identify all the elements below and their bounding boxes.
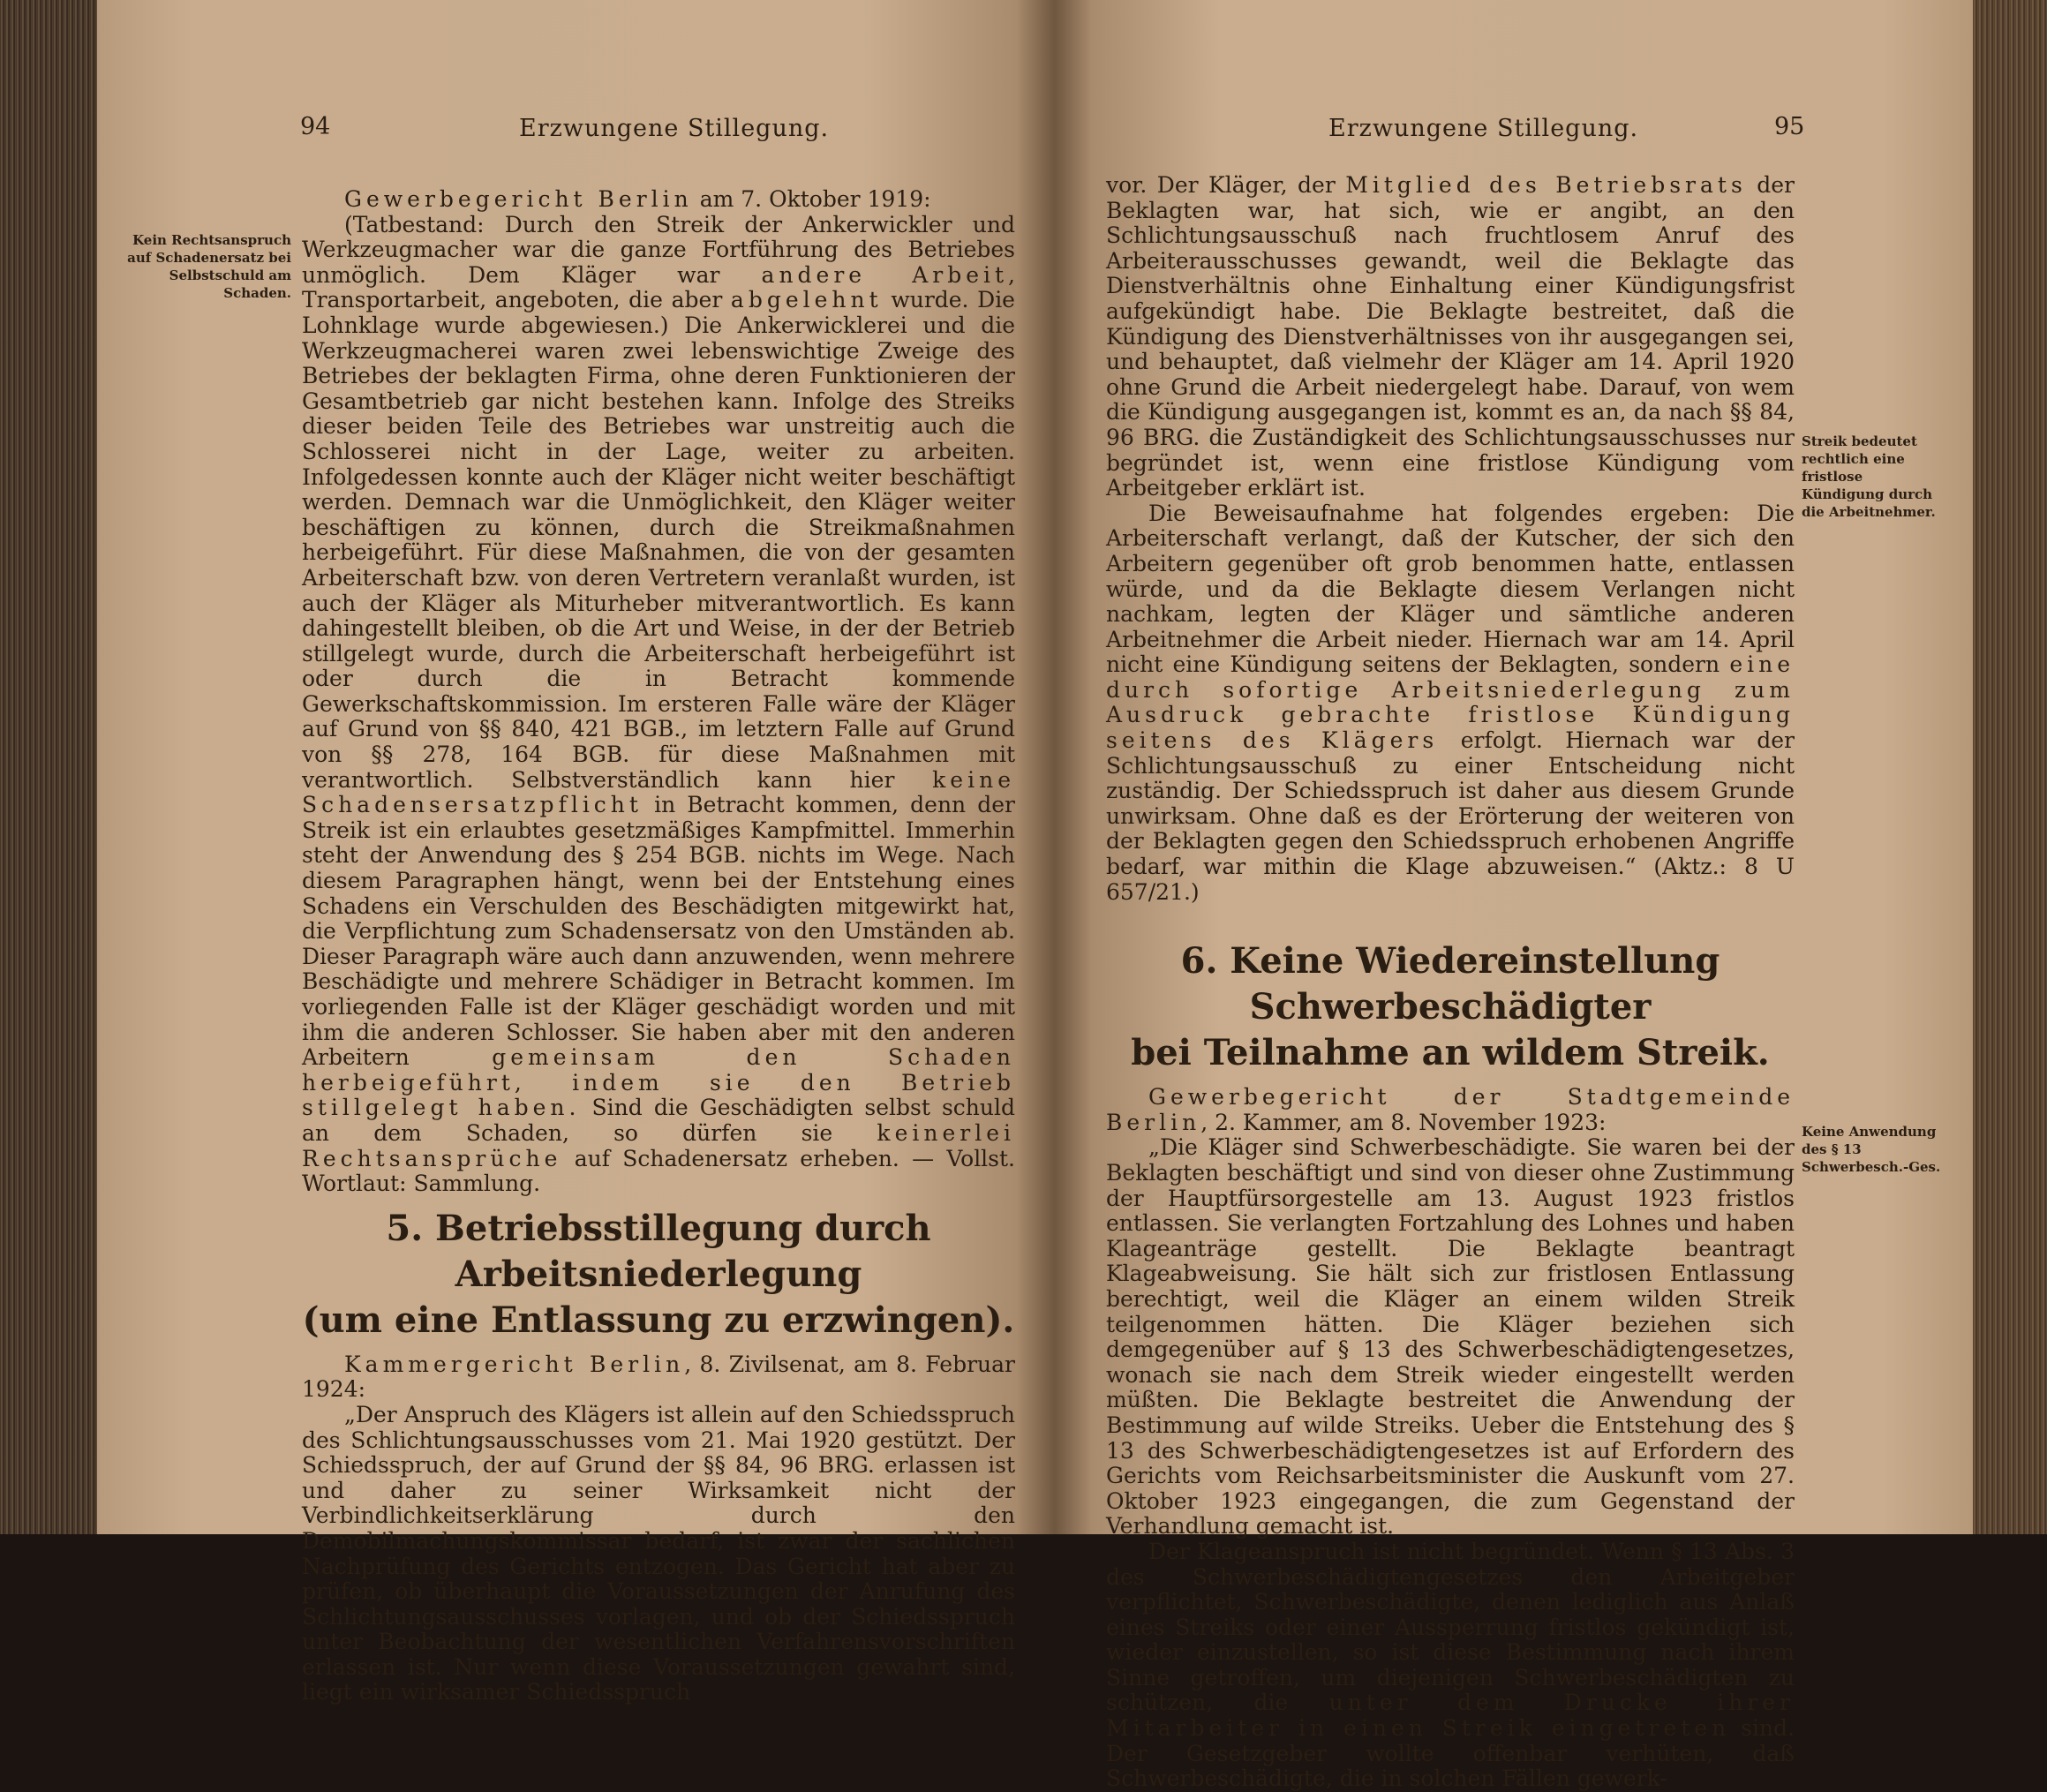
court-header-2: Kammergericht Berlin, 8. Zivilsenat, am 8. Februar 1924: bbox=[302, 1351, 1015, 1403]
paragraph-6: Der Klageanspruch ist nicht begründet. Wenn § 13 Abs. 3 des Schwerbeschädigtengesetzes den Arbeitgeber verpflichtet, Schwerbeschädigte, denen lediglich aus Anlaß eines Streiks oder einer Aussperrung fristlos gekündigt ist, wieder einzustellen, so ist diese Bestimmung nach ihrem Sinne getroffen, um diejenigen Schwerbeschädigten zu schützen, die unter dem Drucke ihrer Mitarbeiter in einen Streik eingetreten sind. Der Gesetzgeber wollte offenbar verhüten, daß Schwerbeschädigte, die in solchen Fällen gewerk- bbox=[1106, 1538, 1795, 1792]
left-margin-note: Kein Rechtsanspruch auf Schadenersatz bei Selbstschuld am Schaden. bbox=[127, 232, 291, 301]
right-text-column bbox=[1106, 173, 1795, 1792]
paragraph-1: (Tatbestand: Durch den Streik der Ankerwickler und Werkzeugmacher war die ganze Fortführung des Betriebes unmöglich. Dem Kläger war andere Arbeit, Transportarbeit, angeboten, die aber abgelehnt wurde. Die Lohnklage wurde abgewiesen.) Die Ankerwicklerei und die Werkzeugmacherei waren zwei lebenswichtige Zweige des Betriebes der beklagten Firma, ohne deren Funktionieren der Gesamtbetrieb gar nicht bestehen kann. Infolge des Streiks dieser beiden Teile des Betriebes war unstreitig auch die Schlosserei nicht in der Lage, weiter zu arbeiten. Infolgedessen konnte auch der Kläger nicht weiter beschäftigt werden. Demnach war die Unmöglichkeit, den Kläger weiter beschäftigen zu können, durch die Streikmaßnahmen herbeigeführt. Für diese Maßnahmen, die von der gesamten Arbeiterschaft bzw. von deren Vertretern veranlaßt wurden, ist auch der Kläger als Miturheber mitverantwortlich. Es kann dahingestellt bleiben, ob die Art und Weise, in der der Betrieb stillgelegt wurde, durch die Arbeiterschaft herbeigeführt ist oder durch die in Betracht kommende Gewerkschaftskommission. Im ersteren Falle wäre der Kläger auf Grund von §§ 840, 421 BGB., im letztern Falle auf Grund von §§ 278, 164 BGB. für diese Maßnahmen mit verantwortlich. Selbstverständlich kann hier keine Schadensersatzpflicht in Betracht kommen, denn der Streik ist ein erlaubtes gesetzmäßiges Kampfmittel. Immerhin steht der Anwendung des § 254 BGB. nichts im Wege. Nach diesem Paragraphen hängt, wenn bei der Entstehung eines Schadens ein Verschulden des Beschädigten mitgewirkt hat, die Verpflichtung zum Schadensersatz von den Umständen ab. Dieser Paragraph wäre auch dann anzuwenden, wenn mehrere Beschädigte und mehrere Schädiger in Betracht kommen. Im vorliegenden Falle ist der Kläger geschädigt worden und mit ihm die anderen Schlosser. Sie haben aber mit den anderen Arbeitern gemeinsam den Schaden herbeigeführt, indem sie den Betrieb stillgelegt haben. Sind die Geschädigten selbst schuld an dem Schaden, so dürfen sie keinerlei Rechtsansprüche auf Schadenersatz erheben. — Vollst. Wortlaut: Sammlung. bbox=[302, 211, 1016, 1197]
paragraph-5: „Die Kläger sind Schwerbeschädigte. Sie waren bei der Beklagten beschäftigt und sind von dieser ohne Zustimmung der Hauptfürsorgestelle am 13. August 1923 fristlos entlassen. Sie verlangten Fortzahlung des Lohnes und haben Klageanträge gestellt. Die Beklagte beantragt Klageabweisung. Sie hält sich zur fristlosen Entlassung berechtigt, weil die Kläger an einem wilden Streik teilgenommen hätten. Die Kläger beziehen sich demgegenüber auf § 13 des Schwerbeschädigtengesetzes, wonach sie nach dem Streik wieder eingestellt werden müßten. Die Beklagte bestreitet die Anwendung der Bestimmung auf wilde Streiks. Ueber die Entstehung des § 13 des Schwerbeschädigtengesetzes ist auf Erfordern des Gerichts vom Reichsarbeitsminister die Auskunft vom 27. Oktober 1923 eingegangen, die zum Gegenstand der Verhandlung gemacht ist. bbox=[1106, 1134, 1795, 1540]
left-page-edges bbox=[0, 0, 106, 1534]
court-header-3: Gewerbegericht der Stadtgemeinde Berlin, 2. Kammer, am 8. November 1923: bbox=[1106, 1084, 1795, 1135]
paragraph-2: „Der Anspruch des Klägers ist allein auf den Schiedsspruch des Schlichtungsausschusses vom 21. Mai 1920 gestützt. Der Schiedsspruch, der auf Grund der §§ 84, 96 BRG. erlassen ist und daher zu seiner Wirksamkeit nicht der Verbindlichkeitserklärung durch den Demobilmachungskommissar bedarf, ist zwar der sachlichen Nachprüfung des Gerichts entzogen. Das Gericht hat aber zu prüfen, ob überhaupt die Voraussetzungen der Anrufung des Schlichtungsausschusses vorlagen, und ob der Schiedsspruch unter Beobachtung der wesentlichen Verfahrensvorschriften erlassen ist. Nur wenn diese Voraussetzungen gewahrt sind, liegt ein wirksamer Schiedsspruch bbox=[302, 1401, 1015, 1705]
right-running-head: Erzwungene Stillegung. bbox=[1328, 115, 1639, 142]
right-margin-note-1: Streik bedeutet rechtlich eine fristlose Kündigung durch die Arbeitnehmer. bbox=[1802, 433, 1936, 520]
left-page-number: 94 bbox=[300, 113, 331, 140]
right-margin-note-2: Keine Anwendung des § 13 Schwerbesch.-Ges. bbox=[1802, 1124, 1941, 1175]
court-header-1: Gewerbegericht Berlin am 7. Oktober 1919: bbox=[344, 186, 931, 212]
heading-section-6: 6. Keine Wiedereinstellung Schwerbeschädigter bei Teilnahme an wildem Streik. bbox=[1131, 940, 1770, 1074]
paragraph-4: Die Beweisaufnahme hat folgendes ergeben: Die Arbeiterschaft verlangt, daß der Kutscher, der sich den Arbeitern gegenüber oft grob benommen hatte, entlassen würde, und da die Beklagte diesem Verlangen nicht nachkam, legten der Kläger und sämtliche anderen Arbeitnehmer die Arbeit nieder. Hiernach war am 14. April nicht eine Kündigung seitens der Beklagten, sondern eine durch sofortige Arbeitsniederlegung zum Ausdruck gebrachte fristlose Kündigung seitens des Klägers erfolgt. Hiernach war der Schlichtungsausschuß zu einer Entscheidung nicht zuständig. Der Schiedsspruch ist daher aus diesem Grunde unwirksam. Ohne daß es der Erörterung der weiteren von der Beklagten gegen den Schiedsspruch erhobenen Angriffe bedarf, war mithin die Klage abzuweisen.“ (Aktz.: 8 U 657/21.) bbox=[1106, 500, 1795, 905]
paragraph-3: vor. Der Kläger, der Mitglied des Betriebsrats der Beklagten war, hat sich, wie er angibt, an den Schlichtungsausschuß nach fruchtlosem Anruf des Arbeiterausschusses gewandt, weil die Beklagte das Dienstverhältnis ohne Einhaltung einer Kündigungsfrist aufgekündigt habe. Die Beklagte bestreitet, daß die Kündigung des Dienstverhältnisses von ihr ausgegangen sei, und behauptet, daß vielmehr der Kläger am 14. April 1920 ohne Grund die Arbeit niedergelegt habe. Darauf, von wem die Kündigung ausgegangen ist, kommt es an, da nach §§ 84, 96 BRG. die Zuständigkeit des Schlichtungsausschusses nur begründet ist, wenn eine fristlose Kündigung vom Arbeitgeber erklärt ist. bbox=[1106, 172, 1795, 501]
right-page-number: 95 bbox=[1774, 113, 1805, 140]
right-page bbox=[1055, 0, 1973, 1792]
left-text-column bbox=[302, 187, 1015, 1705]
left-running-head: Erzwungene Stillegung. bbox=[519, 115, 830, 142]
left-page bbox=[97, 0, 1055, 1705]
heading-section-5: 5. Betriebsstillegung durch Arbeitsniederlegung (um eine Entlassung zu erzwingen). bbox=[302, 1207, 1015, 1341]
right-page-edges bbox=[1968, 0, 2047, 1534]
